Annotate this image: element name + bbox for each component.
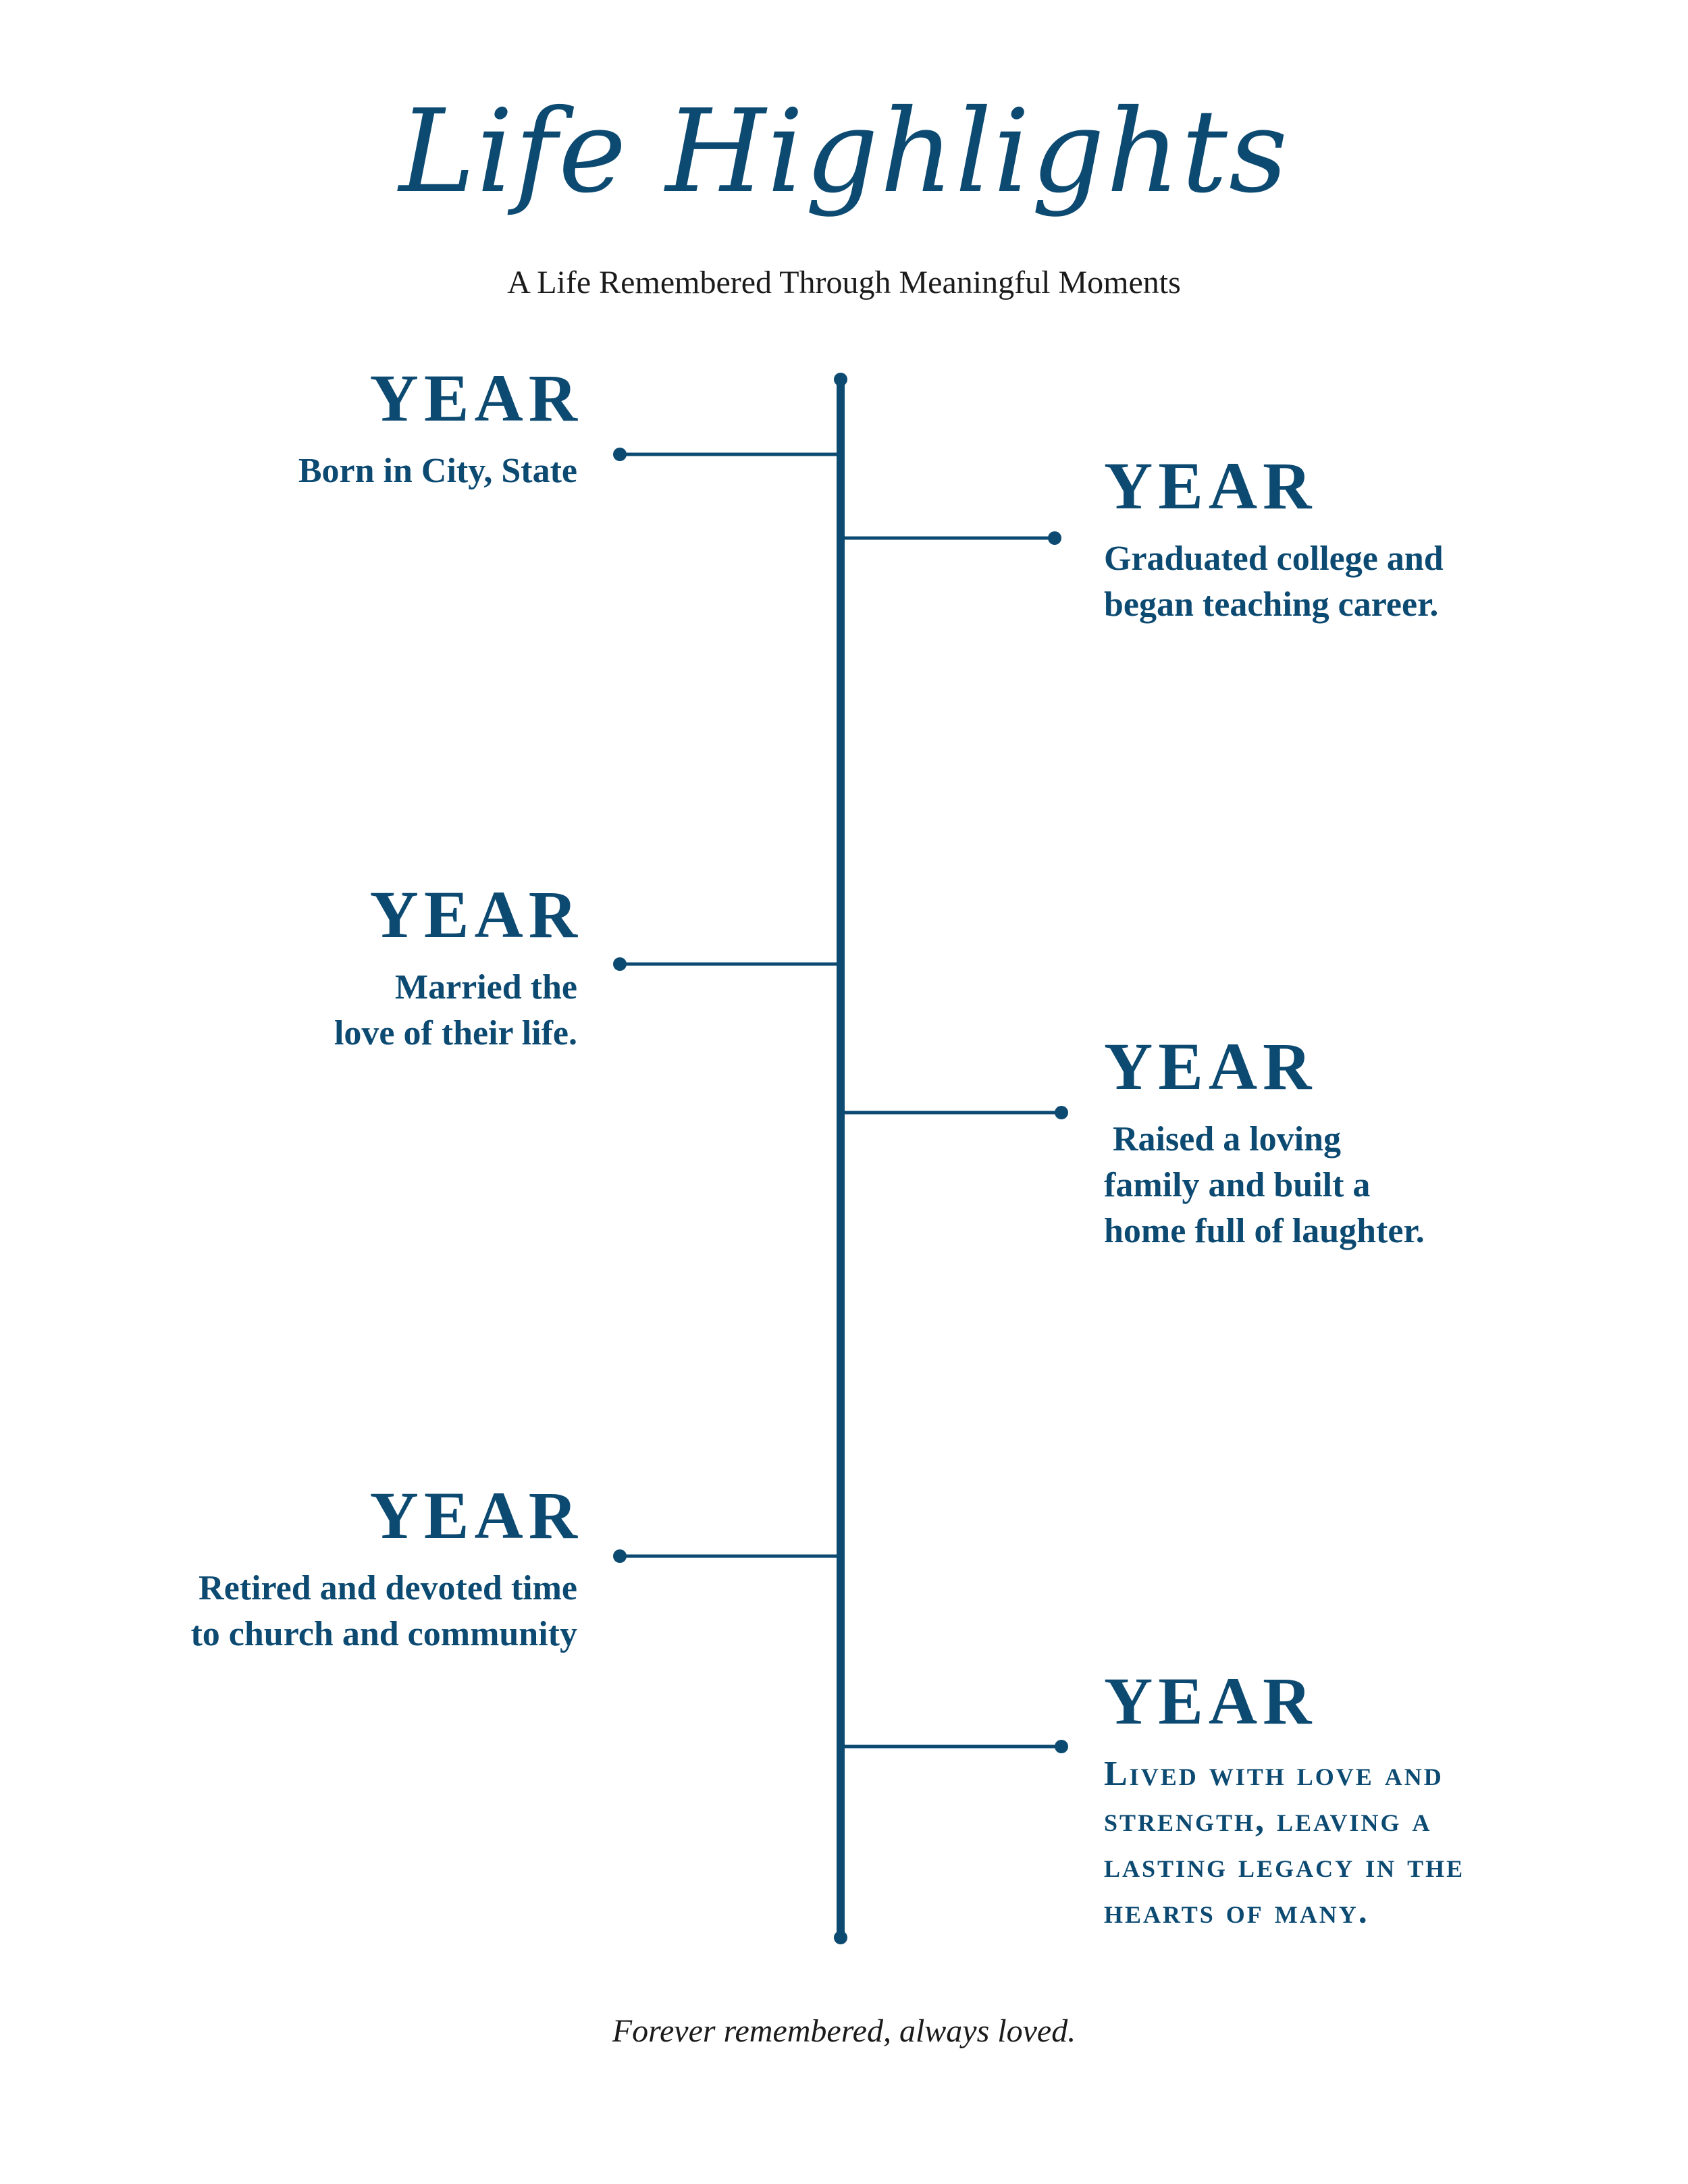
entry-description (334, 965, 577, 1057)
timeline-connector-dot-6 (1055, 1740, 1068, 1753)
timeline-connector-dot-3 (613, 957, 627, 971)
entry-description-line: Lived with love and (1104, 1755, 1444, 1793)
entry-year: YEAR (369, 1478, 583, 1553)
entry-description-line: home full of laughter. (1104, 1212, 1425, 1250)
entry-description (1104, 1751, 1465, 1935)
entry-description (1104, 1117, 1425, 1254)
entry-year: YEAR (369, 361, 583, 435)
entry-description-line: Retired and devoted time (199, 1569, 577, 1607)
entry-year: YEAR (1104, 448, 1317, 523)
entry-description-line: began teaching career. (1104, 585, 1439, 624)
entry-description (298, 448, 577, 494)
entry-description (190, 1566, 577, 1657)
footer-tagline: Forever remembered, always loved. (612, 2013, 1076, 2049)
entry-year: YEAR (1104, 1029, 1317, 1104)
timeline-axis-end-dot (834, 1931, 847, 1944)
entry-year: YEAR (1104, 1663, 1317, 1738)
timeline-entry-4 (1104, 1029, 1425, 1254)
entry-description-line: hearts of many. (1104, 1892, 1369, 1931)
entry-description-line: to church and community (190, 1615, 577, 1653)
timeline-entry-3 (334, 877, 583, 1057)
timeline-entry-6 (1104, 1663, 1465, 1935)
timeline-entry-5 (190, 1478, 583, 1657)
entry-description-line: Graduated college and (1104, 539, 1444, 578)
timeline-connector-dot-4 (1055, 1106, 1068, 1119)
entry-description-line: Married the (394, 968, 577, 1007)
entry-description (1104, 536, 1444, 628)
entry-description-line: strength, leaving a (1104, 1801, 1432, 1839)
timeline-entry-2 (1104, 448, 1444, 628)
entry-description-line: family and built a (1104, 1166, 1371, 1204)
entry-description-line: lasting legacy in the (1104, 1846, 1465, 1885)
entry-description-line: love of their life. (334, 1014, 577, 1053)
timeline-connector-dot-5 (613, 1549, 627, 1563)
entry-description-line: Born in City, State (298, 452, 577, 490)
timeline-axis-start-dot (834, 373, 847, 386)
timeline-connector-dot-2 (1048, 531, 1061, 545)
entry-year: YEAR (369, 877, 583, 952)
page-title: Life Highlights (398, 85, 1290, 219)
timeline-connector-dot-1 (613, 448, 627, 461)
entry-description-line: Raised a loving (1104, 1120, 1342, 1158)
timeline-entry-1 (298, 361, 583, 494)
page-subtitle: A Life Remembered Through Meaningful Moments (507, 265, 1181, 300)
